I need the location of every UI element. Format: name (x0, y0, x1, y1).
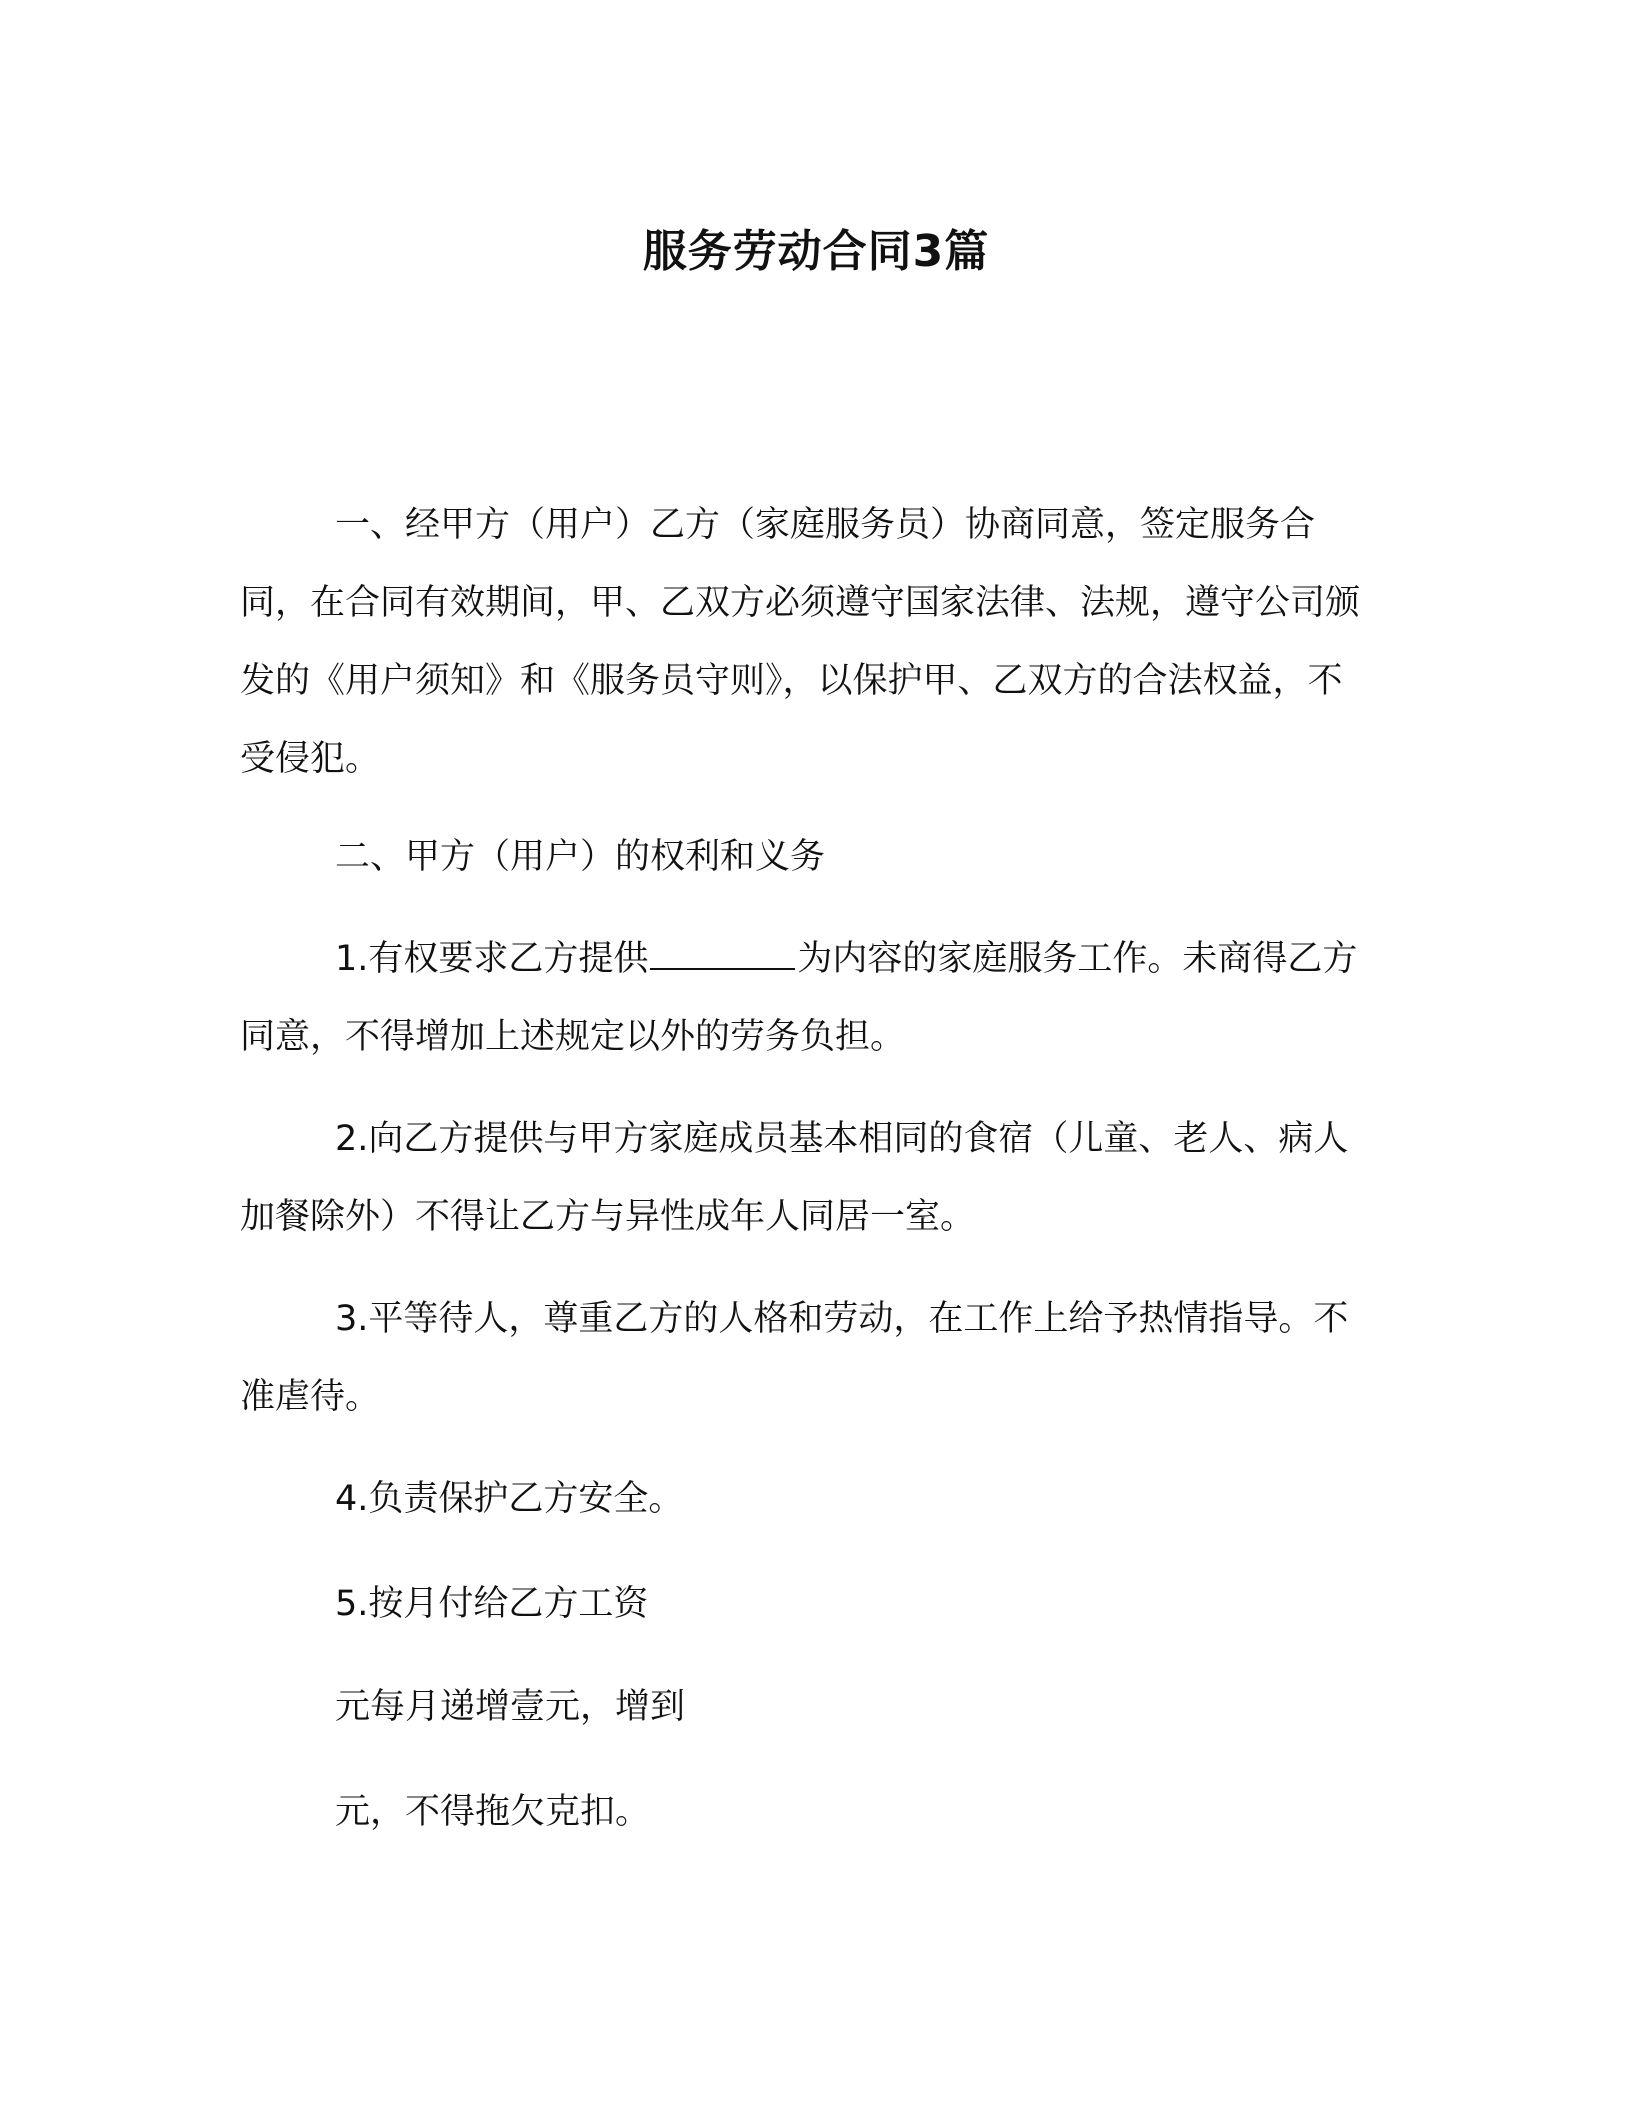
item-4-paragraph: 4.负责保护乙方安全。 (335, 1479, 684, 1519)
item-1-text-before: 1.有权要求乙方提供 (335, 939, 649, 979)
clause-two-heading: 二、甲方（用户）的权利和义务 (335, 837, 826, 877)
salary-increase-line: 元每月递增壹元，增到 (335, 1687, 686, 1727)
salary-no-deduction-line: 元，不得拖欠克扣。 (335, 1792, 651, 1832)
clause-one-paragraph: 一、经甲方（用户）乙方（家庭服务员）协商同意，签定服务合同，在合同有效期间，甲、乙双方必须遵守国家法律、法规，遵守公司颁发的《用户须知》和《服务员守则》，以保护甲、乙双方的合法权益，不受侵犯。 (240, 505, 1361, 779)
item-1-paragraph (240, 920, 1370, 1076)
fill-in-blank-line (650, 942, 795, 970)
item-5-paragraph: 5.按月付给乙方工资 (335, 1584, 649, 1624)
item-2-paragraph: 2.向乙方提供与甲方家庭成员基本相同的食宿（儿童、老人、病人加餐除外）不得让乙方与异性成年人同居一室。 (240, 1119, 1349, 1237)
document-title: 服务劳动合同3篇 (642, 226, 990, 277)
item-3-paragraph: 3.平等待人，尊重乙方的人格和劳动，在工作上给予热情指导。不准虐待。 (240, 1299, 1349, 1417)
item-1-text-after: 为内容的家庭服务工作。未商得乙方同意，不得增加上述规定以外的劳务负担。 (240, 939, 1358, 1057)
